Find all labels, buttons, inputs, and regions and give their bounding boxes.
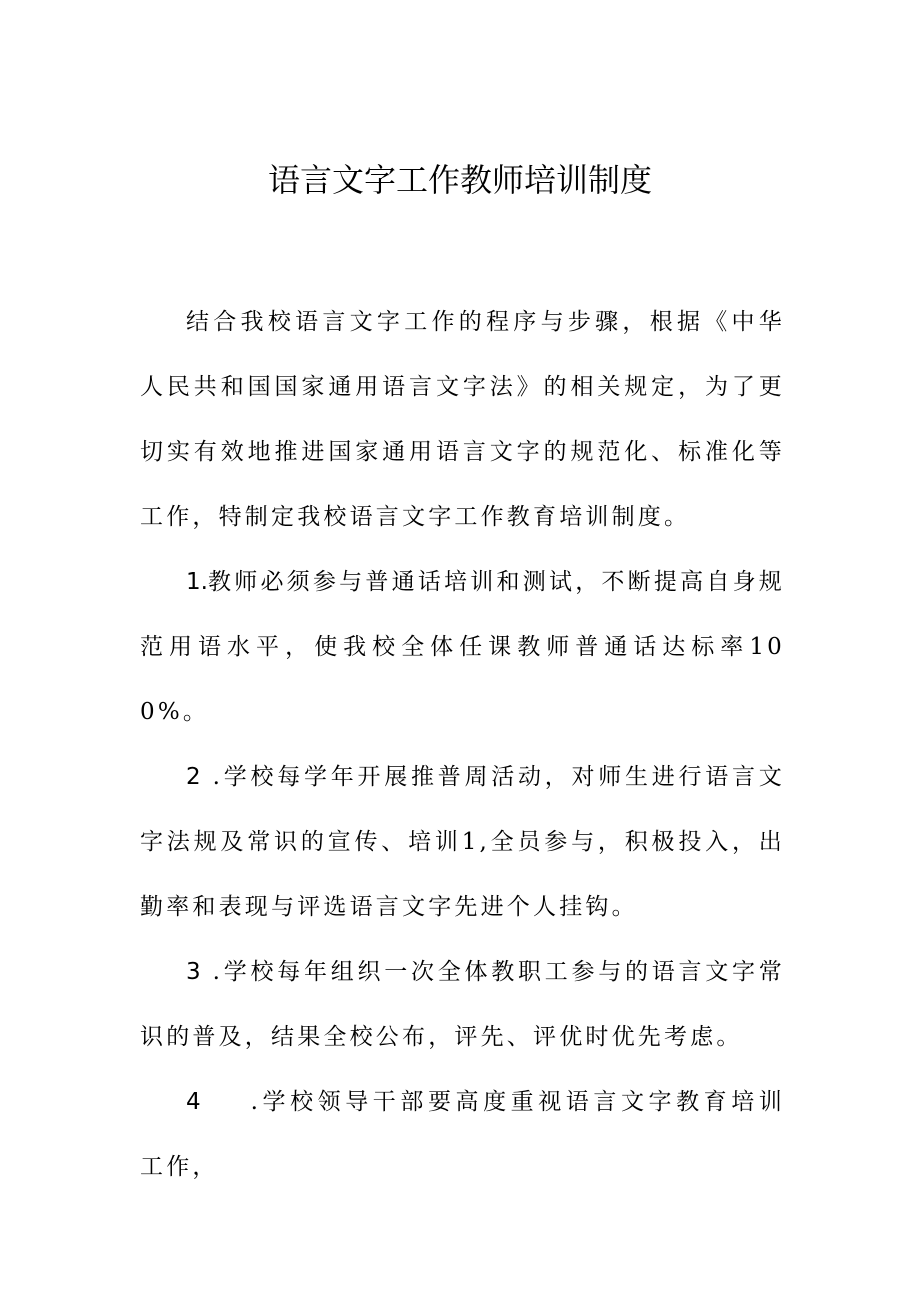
item-paragraph-1 [140,550,785,745]
item-paragraph-4 [140,1070,785,1200]
item-number-2: 2 [186,764,201,790]
item-paragraph-2 [140,745,785,940]
document-body [140,290,785,1200]
item-paragraph-3 [140,940,785,1070]
item-text-4: .学校领导干部要高度重视语言文字教育培训工作， [140,1089,785,1180]
document-title: 语言文字工作教师培训制度 [267,161,652,199]
item-text-1: 教师必须参与普通话培训和测试，不断提高自身规范用语水平，使我校全体任课教师普通话达标率100%。 [140,569,785,725]
item-number-1: 1. [186,569,208,595]
intro-paragraph: 结合我校语言文字工作的程序与步骤，根据《中华人民共和国国家通用语言文字法》的相关规定，为了更切实有效地推进国家通用语言文字的规范化、标准化等工作，特制定我校语言文字工作教育培训制度。 [140,309,785,530]
item-text-3: .学校每年组织一次全体教职工参与的语言文字常识的普及，结果全校公布，评先、评优时优先考虑。 [140,959,785,1050]
item-text-2: .学校每学年开展推普周活动，对师生进行语言文字法规及常识的宣传、培训1,全员参与，积极投入，出勤率和表现与评选语言文字先进个人挂钩。 [140,764,785,920]
item-number-4: 4 [186,1089,201,1115]
item-number-3: 3 [186,959,201,985]
